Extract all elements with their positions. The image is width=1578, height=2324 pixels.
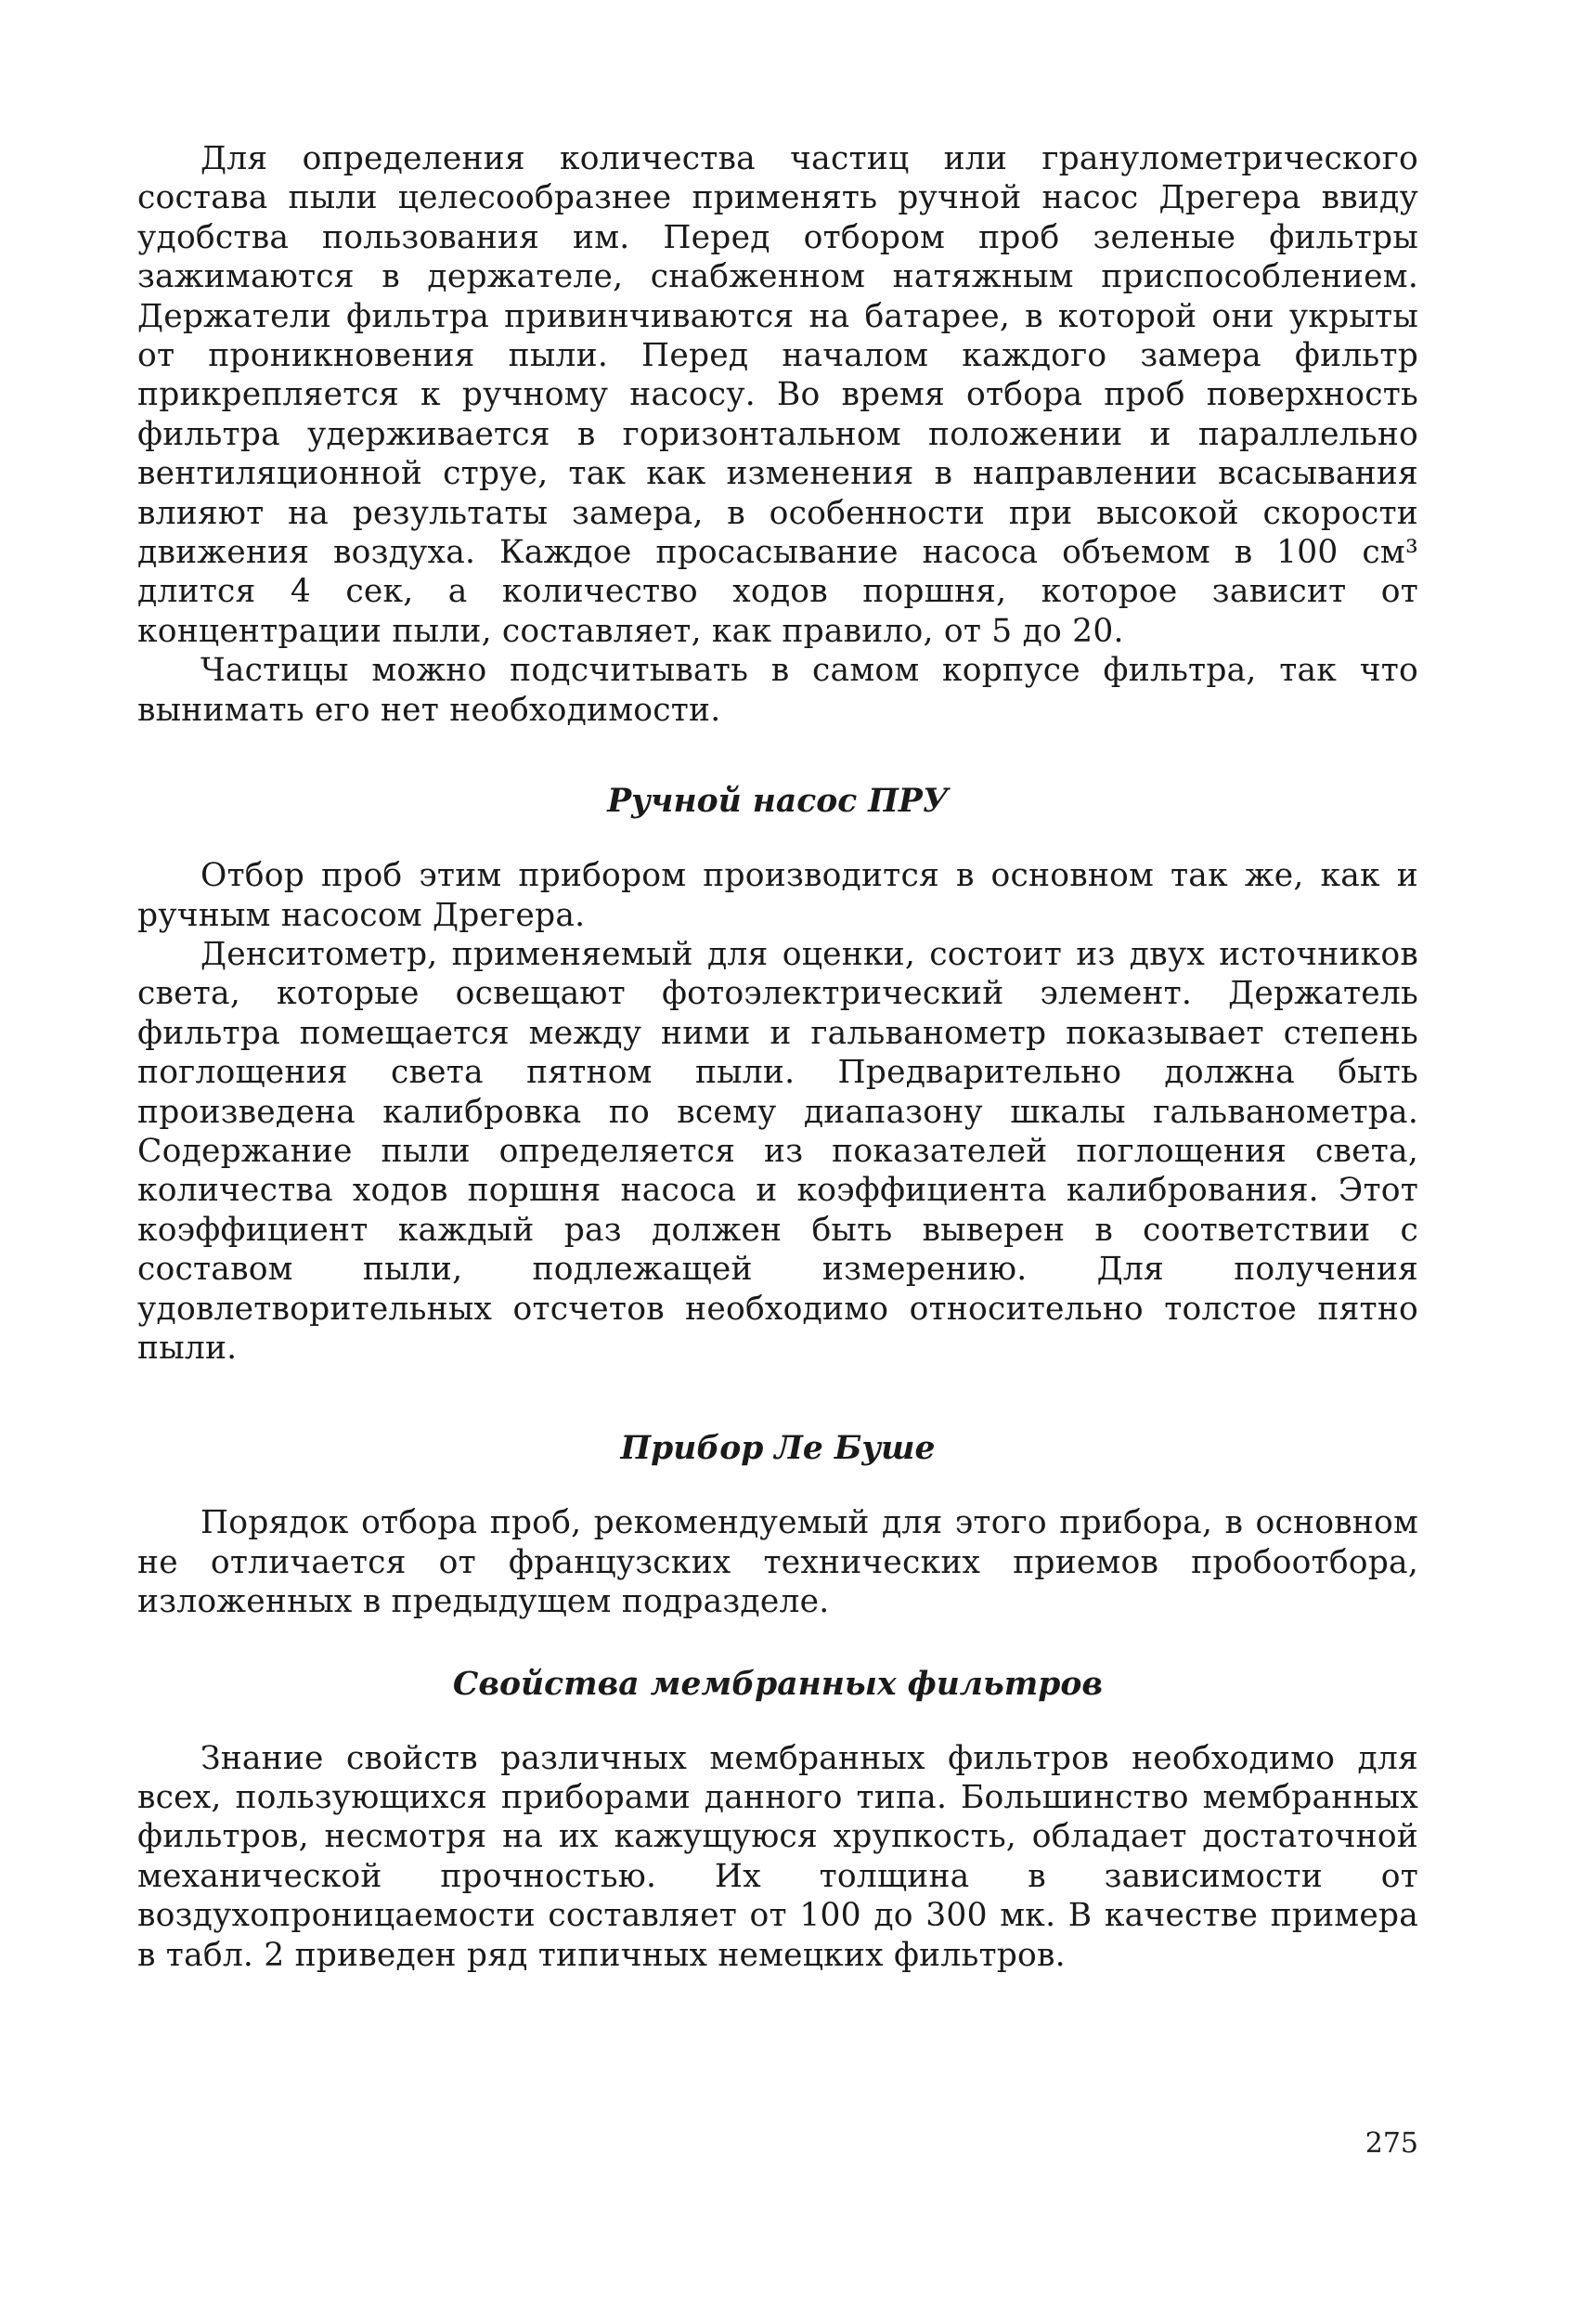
page-number: 275 — [1365, 2127, 1418, 2160]
section-heading-pru: Ручной насос ПРУ — [607, 783, 949, 821]
le-bouche-paragraph: Порядок отбора проб, рекомендуемый для этого прибора, в основном не отличается от французских технических приемов пробоотбора, изложенных в предыдущем подразделе. — [137, 1504, 1418, 1621]
intro-paragraph-dreger: Для определения количества частиц или гранулометрического состава пыли целесообразнее применять ручной насос Дрегера ввиду удобства пользования им. Перед отбором проб зеленые фильтры зажимаются в держателе, снабженном натяжным приспособлением. Держатели фильтра привинчиваются на батарее, в которой они укрыты от проникновения пыли. Перед началом каждого замера фильтр прикрепляется к ручному насосу. Во время отбора проб поверхность фильтра удерживается в горизонтальном положении и параллельно вентиляционной струе, так как изменения в направлении всасывания влияют на результаты замера, в особенности при высокой скорости движения воздуха. Каждое просасывание насоса объемом в 100 см³ длится 4 сек, а количество ходов поршня, которое зависит от концентрации пыли, составляет, как правило, от 5 до 20. — [137, 140, 1418, 650]
section-heading-le-bouche: Прибор Ле Буше — [620, 1430, 936, 1468]
intro-paragraph-counting: Частицы можно подсчитывать в самом корпусе фильтра, так что вынимать его нет необходимости. — [137, 652, 1418, 729]
section-heading-membrane: Свойства мембранных фильтров — [452, 1665, 1104, 1703]
pru-paragraph-sampling: Отбор проб этим прибором производится в основном так же, как и ручным насосом Дрегера. — [137, 857, 1418, 934]
membrane-paragraph: Знание свойств различных мембранных фильтров необходимо для всех, пользующихся приборами данного типа. Большинство мембранных фильтров, несмотря на их кажущуюся хрупкость, обладает достаточной механической прочностью. Их толщина в зависимости от воздухопроницаемости составляет от 100 до 300 мк. В качестве примера в табл. 2 приведен ряд типичных немецких фильтров. — [137, 1739, 1418, 1974]
page-body — [137, 139, 1418, 1975]
pru-paragraph-densitometer: Денситометр, применяемый для оценки, состоит из двух источников света, которые освещают фотоэлектрический элемент. Держатель фильтра помещается между ними и гальванометр показывает степень поглощения света пятном пыли. Предварительно должна быть произведена калибровка по всему диапазону шкалы гальванометра. Содержание пыли определяется из показателей поглощения света, количества ходов поршня насоса и коэффициента калибрования. Этот коэффициент каждый раз должен быть выверен в соответствии с составом пыли, подлежащей измерению. Для получения удовлетворительных отсчетов необходимо относительно толстое пятно пыли. — [137, 935, 1418, 1367]
